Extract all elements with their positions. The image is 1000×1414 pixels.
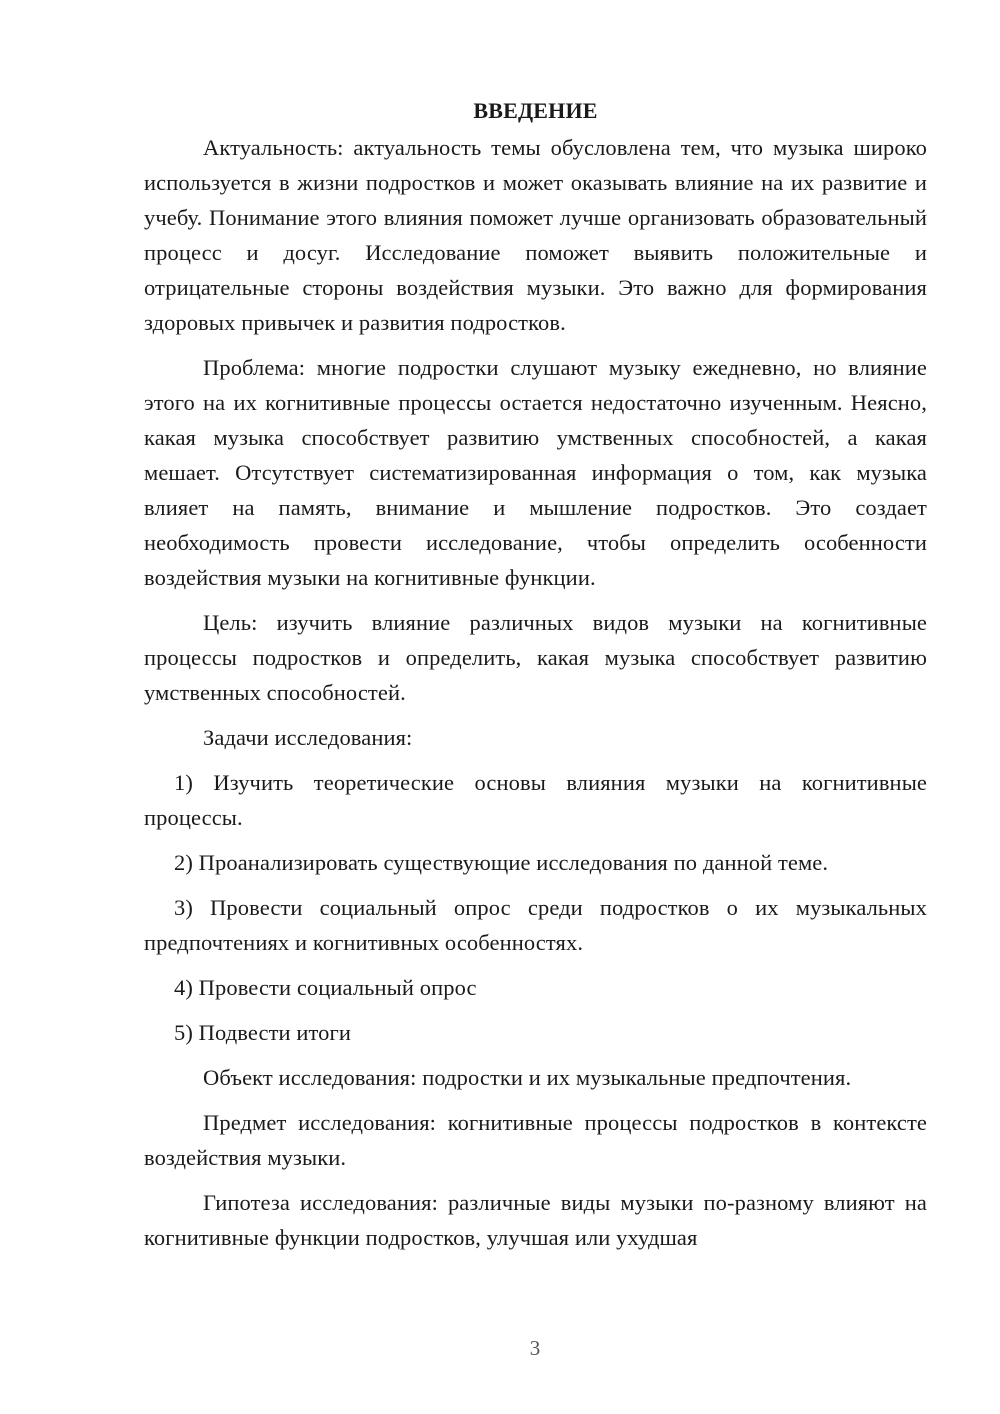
relevance-paragraph: Актуальность: актуальность темы обусловлена тем, что музыка широко используется в жизни подростков и может оказывать влияние на их развитие и учебу. Понимание этого влияния поможет лучше организовать образовательный процесс и досуг. Исследование поможет выявить положительные и отрицательные стороны воздействия музыки. Это важно для формирования здоровых привычек и развития подростков. [144, 135, 927, 335]
page-title: ВВЕДЕНИЕ [473, 98, 598, 123]
hypothesis-paragraph: Гипотеза исследования: различные виды музыки по-разному влияют на когнитивные функции подростков, улучшая или ухудшая [144, 1190, 927, 1250]
task-item-4: 4) Провести социальный опрос [174, 975, 477, 1000]
page-number: 3 [529, 1336, 541, 1360]
problem-paragraph: Проблема: многие подростки слушают музыку ежедневно, но влияние этого на их когнитивные процессы остается недостаточно изученным. Неясно, какая музыка способствует развитию умственных способностей, а какая мешает. Отсутствует систематизированная информация о том, как музыка влияет на память, внимание и мышление подростков. Это создает необходимость провести исследование, чтобы определить особенности воздействия музыки на когнитивные функции. [144, 355, 927, 590]
task-item-5: 5) Подвести итоги [174, 1020, 351, 1045]
tasks-list [144, 765, 927, 1050]
goal-paragraph: Цель: изучить влияние различных видов музыки на когнитивные процессы подростков и определить, какая музыка способствует развитию умственных способностей. [144, 610, 927, 705]
subject-paragraph: Предмет исследования: когнитивные процессы подростков в контексте воздействия музыки. [144, 1110, 927, 1170]
task-item-3: 3) Провести социальный опрос среди подростков о их музыкальных предпочтениях и когнитивных особенностях. [144, 895, 927, 955]
page-content [144, 96, 927, 1255]
task-item-1: 1) Изучить теоретические основы влияния музыки на когнитивные процессы. [144, 770, 927, 830]
tasks-heading: Задачи исследования: [203, 725, 413, 750]
task-item-2: 2) Проанализировать существующие исследования по данной теме. [174, 850, 829, 875]
object-paragraph: Объект исследования: подростки и их музыкальные предпочтения. [203, 1065, 852, 1090]
